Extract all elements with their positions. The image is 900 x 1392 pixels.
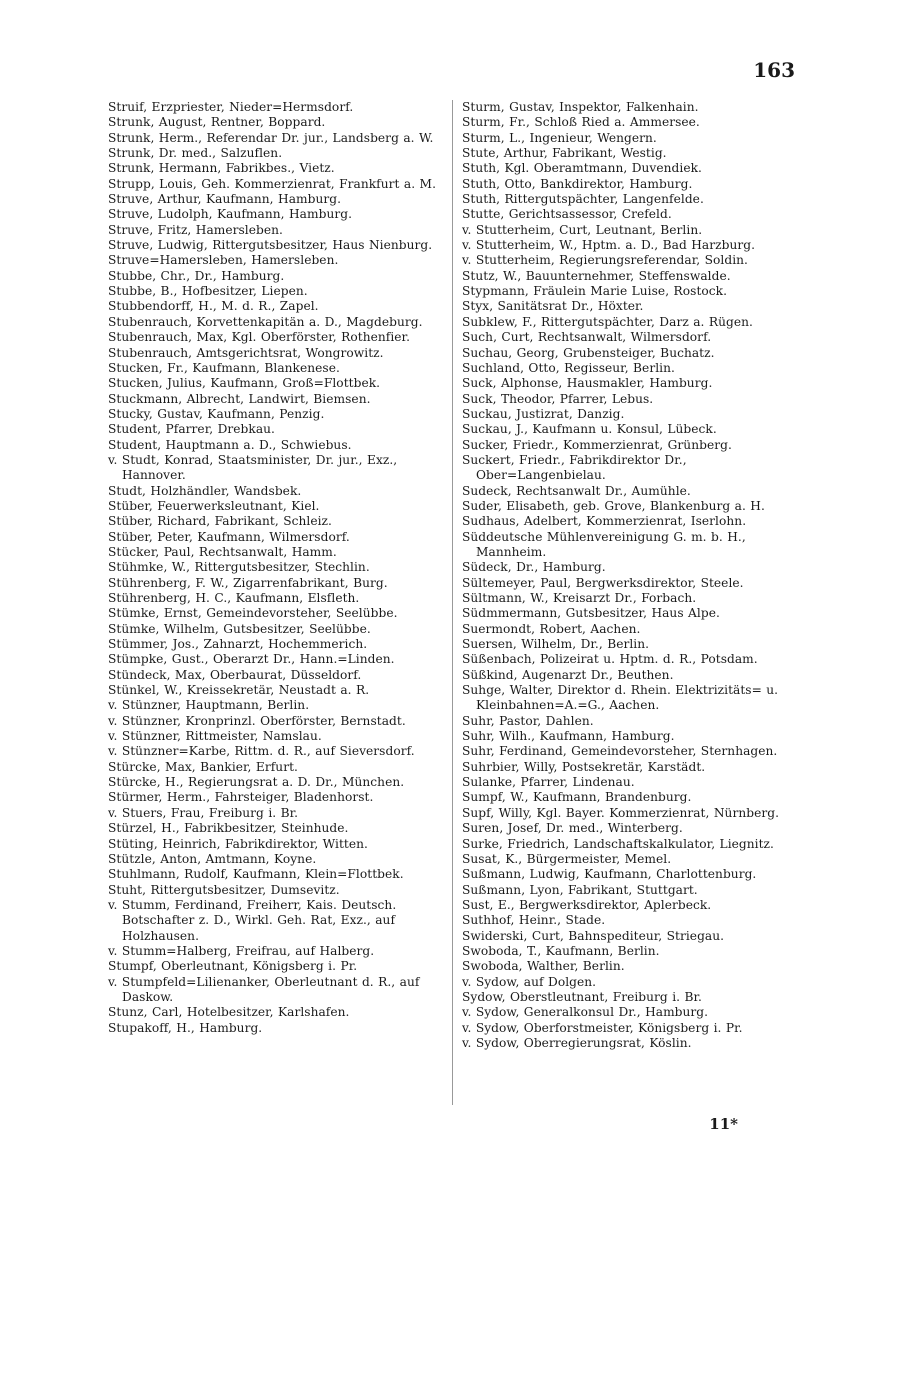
directory-entry: Stuth, Kgl. Oberamtmann, Duvendiek. xyxy=(462,161,702,176)
directory-entry: v. Stumm, Ferdinand, Freiherr, Kais. Deutsch. Botschafter z. D., Wirkl. Geh. Rat, Exz., auf Holzhausen. xyxy=(108,897,397,943)
directory-entry: v. Stuers, Frau, Freiburg i. Br. xyxy=(108,805,299,820)
directory-entry: Susat, K., Bürgermeister, Memel. xyxy=(462,851,672,866)
directory-entry: v. Stutterheim, W., Hptm. a. D., Bad Harzburg. xyxy=(462,238,755,253)
directory-entry: Struve, Ludwig, Rittergutsbesitzer, Haus Nienburg. xyxy=(108,238,433,253)
directory-entry: Suckau, Justizrat, Danzig. xyxy=(462,406,625,421)
directory-entry: Suckert, Friedr., Fabrikdirektor Dr., Ober=Langenbielau. xyxy=(462,452,687,483)
directory-entry: Swiderski, Curt, Bahnspediteur, Striegau. xyxy=(462,928,725,943)
directory-entry: Sturm, Gustav, Inspektor, Falkenhain. xyxy=(462,100,699,114)
directory-entry: Stümke, Ernst, Gemeindevorsteher, Seelübbe. xyxy=(108,606,398,621)
directory-entry: Such, Curt, Rechtsanwalt, Wilmersdorf. xyxy=(462,330,712,345)
directory-entry: Stündeck, Max, Oberbaurat, Düsseldorf. xyxy=(108,667,362,682)
directory-entry: v. Sydow, Oberforstmeister, Königsberg i. Pr. xyxy=(462,1020,743,1035)
directory-entry: Supf, Willy, Kgl. Bayer. Kommerzienrat, Nürnberg. xyxy=(462,805,779,820)
directory-entry: Süßenbach, Polizeirat u. Hptm. d. R., Potsdam. xyxy=(462,652,758,667)
directory-entry: Suhr, Pastor, Dahlen. xyxy=(462,713,594,728)
directory-entry: Sucker, Friedr., Kommerzienrat, Grünberg. xyxy=(462,437,732,452)
directory-entry: Stünkel, W., Kreissekretär, Neustadt a. R. xyxy=(108,683,370,698)
directory-entry: v. Sydow, Generalkonsul Dr., Hamburg. xyxy=(462,1005,709,1020)
directory-entry: Stunz, Carl, Hotelbesitzer, Karlshafen. xyxy=(108,1005,350,1020)
directory-entry: Stucky, Gustav, Kaufmann, Penzig. xyxy=(108,406,325,421)
directory-entry: Stypmann, Fräulein Marie Luise, Rostock. xyxy=(462,284,728,299)
directory-entry: Süddeutsche Mühlenvereinigung G. m. b. H., Mannheim. xyxy=(462,529,746,559)
directory-entry: Strunk, Herm., Referendar Dr. jur., Landsberg a. W. xyxy=(108,130,434,145)
directory-entry: v. Stumm=Halberg, Freifrau, auf Halberg. xyxy=(108,943,375,958)
directory-entry: Suck, Theodor, Pfarrer, Lebus. xyxy=(462,391,654,406)
directory-entry: Stubbe, Chr., Dr., Hamburg. xyxy=(108,268,285,283)
directory-entry: Suchau, Georg, Grubensteiger, Buchatz. xyxy=(462,345,715,360)
directory-entry: Stümke, Wilhelm, Gutsbesitzer, Seelübbe. xyxy=(108,621,371,636)
directory-entry: Swoboda, T., Kaufmann, Berlin. xyxy=(462,943,660,958)
directory-entry: Sturm, L., Ingenieur, Wengern. xyxy=(462,130,657,145)
directory-entry: v. Stünzner, Hauptmann, Berlin. xyxy=(108,698,310,713)
directory-entry: Suhge, Walter, Direktor d. Rhein. Elektrizitäts= u. Kleinbahnen=A.=G., Aachen. xyxy=(462,683,779,713)
directory-entry: Suchland, Otto, Regisseur, Berlin. xyxy=(462,360,675,375)
directory-entry: Stürmer, Herm., Fahrsteiger, Bladenhorst. xyxy=(108,790,374,805)
column-divider xyxy=(452,100,453,1105)
directory-entry: Suren, Josef, Dr. med., Winterberg. xyxy=(462,821,683,836)
directory-entry: Sust, E., Bergwerksdirektor, Aplerbeck. xyxy=(462,897,712,912)
directory-entry: Stubenrauch, Amtsgerichtsrat, Wongrowitz. xyxy=(108,345,384,360)
directory-entry: Sturm, Fr., Schloß Ried a. Ammersee. xyxy=(462,115,700,130)
directory-entry: Struve, Fritz, Hamersleben. xyxy=(108,222,283,237)
directory-entry: v. Stünzner=Karbe, Rittm. d. R., auf Sieversdorf. xyxy=(108,744,415,759)
directory-entry: v. Stumpfeld=Lilienanker, Oberleutnant d. R., auf Daskow. xyxy=(108,974,420,1004)
directory-entry: Studt, Holzhändler, Wandsbek. xyxy=(108,483,302,498)
directory-entry: Stühmke, W., Rittergutsbesitzer, Stechlin. xyxy=(108,560,370,575)
directory-entry: v. Stünzner, Kronprinzl. Oberförster, Bernstadt. xyxy=(108,713,406,728)
directory-entry: Sültmann, W., Kreisarzt Dr., Forbach. xyxy=(462,591,697,605)
directory-entry: Strunk, August, Rentner, Boppard. xyxy=(108,115,326,130)
directory-entry: Sulanke, Pfarrer, Lindenau. xyxy=(462,775,635,790)
directory-entry: Suhrbier, Willy, Postsekretär, Karstädt. xyxy=(462,759,706,774)
directory-entry: Styx, Sanitätsrat Dr., Höxter. xyxy=(462,299,644,314)
directory-entry: Stutte, Gerichtsassessor, Crefeld. xyxy=(462,207,672,222)
directory-entry: Stüber, Peter, Kaufmann, Wilmersdorf. xyxy=(108,529,350,544)
directory-entry: Strunk, Dr. med., Salzuflen. xyxy=(108,146,283,161)
directory-entry: Suthhof, Heinr., Stade. xyxy=(462,913,606,928)
directory-entry: Stützle, Anton, Amtmann, Koyne. xyxy=(108,851,317,866)
directory-entry: Student, Hauptmann a. D., Schwiebus. xyxy=(108,437,352,452)
directory-entry: Struve=Hamersleben, Hamersleben. xyxy=(108,253,339,268)
directory-entry: Struve, Ludolph, Kaufmann, Hamburg. xyxy=(108,207,353,222)
directory-entry: Stubbendorff, H., M. d. R., Zapel. xyxy=(108,299,319,314)
directory-entry: Sußmann, Ludwig, Kaufmann, Charlottenburg. xyxy=(462,867,757,882)
directory-entry: Suck, Alphonse, Hausmakler, Hamburg. xyxy=(462,376,713,391)
directory-entry: Stucken, Fr., Kaufmann, Blankenese. xyxy=(108,360,340,375)
directory-entry: Stürcke, H., Regierungsrat a. D. Dr., München. xyxy=(108,775,405,790)
directory-entry: v. Sydow, Oberregierungsrat, Köslin. xyxy=(462,1035,692,1050)
directory-entry: Stuckmann, Albrecht, Landwirt, Biemsen. xyxy=(108,391,371,406)
directory-entry: Stührenberg, F. W., Zigarrenfabrikant, Burg. xyxy=(108,575,388,590)
directory-entry: v. Sydow, auf Dolgen. xyxy=(462,974,597,989)
directory-entry: v. Stünzner, Rittmeister, Namslau. xyxy=(108,729,322,744)
directory-entry: Stupakoff, H., Hamburg. xyxy=(108,1020,263,1035)
directory-entry: Südeck, Dr., Hamburg. xyxy=(462,560,606,575)
directory-entry: v. Stutterheim, Regierungsreferendar, Soldin. xyxy=(462,253,748,268)
directory-entry: Stute, Arthur, Fabrikant, Westig. xyxy=(462,146,667,161)
directory-entry: Strunk, Hermann, Fabrikbes., Vietz. xyxy=(108,161,335,176)
directory-entry: Suder, Elisabeth, geb. Grove, Blankenburg a. H. xyxy=(462,498,765,513)
directory-entry: Swoboda, Walther, Berlin. xyxy=(462,959,625,974)
directory-entry: Stumpf, Oberleutnant, Königsberg i. Pr. xyxy=(108,959,358,974)
page-number: 163 xyxy=(753,58,795,82)
directory-entry: Stutz, W., Bauunternehmer, Steffenswalde. xyxy=(462,268,731,283)
directory-entry: Sußmann, Lyon, Fabrikant, Stuttgart. xyxy=(462,882,698,897)
directory-entry: Sydow, Oberstleutnant, Freiburg i. Br. xyxy=(462,989,702,1004)
directory-entry: Sudhaus, Adelbert, Kommerzienrat, Iserlohn. xyxy=(462,514,747,529)
right-column xyxy=(462,100,800,1051)
directory-entry: Strupp, Louis, Geh. Kommerzienrat, Frankfurt a. M. xyxy=(108,176,436,191)
directory-entry: Stürcke, Max, Bankier, Erfurt. xyxy=(108,759,298,774)
directory-entry: Stubenrauch, Korvettenkapitän a. D., Magdeburg. xyxy=(108,314,423,329)
directory-entry: Stuth, Rittergutspächter, Langenfelde. xyxy=(462,192,704,207)
directory-entry: Stümmer, Jos., Zahnarzt, Hochemmerich. xyxy=(108,637,368,652)
directory-entry: Suersen, Wilhelm, Dr., Berlin. xyxy=(462,637,650,652)
directory-entry: Subklew, F., Rittergutspächter, Darz a. Rügen. xyxy=(462,314,753,329)
directory-entry: Suhr, Ferdinand, Gemeindevorsteher, Sternhagen. xyxy=(462,744,778,759)
directory-entry: Stuht, Rittergutsbesitzer, Dumsevitz. xyxy=(108,882,340,897)
directory-entry: Stürzel, H., Fabrikbesitzer, Steinhude. xyxy=(108,821,349,836)
directory-entry: Stümpke, Gust., Oberarzt Dr., Hann.=Linden. xyxy=(108,652,395,667)
directory-entry: Stücker, Paul, Rechtsanwalt, Hamm. xyxy=(108,544,337,559)
directory-entry: Suhr, Wilh., Kaufmann, Hamburg. xyxy=(462,729,675,744)
directory-entry: Stucken, Julius, Kaufmann, Groß=Flottbek. xyxy=(108,376,381,391)
directory-entry: Sültemeyer, Paul, Bergwerksdirektor, Steele. xyxy=(462,575,744,590)
directory-entry: Stüber, Feuerwerksleutnant, Kiel. xyxy=(108,498,320,513)
directory-entry: Surke, Friedrich, Landschaftskalkulator, Liegnitz. xyxy=(462,836,774,851)
directory-entry: v. Studt, Konrad, Staatsminister, Dr. jur., Exz., Hannover. xyxy=(108,452,398,483)
directory-entry: Sudeck, Rechtsanwalt Dr., Aumühle. xyxy=(462,483,691,498)
directory-entry: Student, Pfarrer, Drebkau. xyxy=(108,422,275,437)
left-column xyxy=(108,100,446,1036)
directory-entry: Suckau, J., Kaufmann u. Konsul, Lübeck. xyxy=(462,422,717,437)
directory-entry: Südmmermann, Gutsbesitzer, Haus Alpe. xyxy=(462,606,720,621)
directory-entry: Struve, Arthur, Kaufmann, Hamburg. xyxy=(108,192,342,207)
directory-entry: Stubbe, B., Hofbesitzer, Liepen. xyxy=(108,284,308,299)
directory-entry: Stüting, Heinrich, Fabrikdirektor, Witten. xyxy=(108,836,368,851)
directory-entry: Stubenrauch, Max, Kgl. Oberförster, Rothenfier. xyxy=(108,330,411,345)
directory-entry: Stührenberg, H. C., Kaufmann, Elsfleth. xyxy=(108,591,360,605)
directory-entry: Süßkind, Augenarzt Dr., Beuthen. xyxy=(462,667,674,682)
directory-entry: Stuhlmann, Rudolf, Kaufmann, Klein=Flottbek. xyxy=(108,867,404,882)
directory-entry: Stüber, Richard, Fabrikant, Schleiz. xyxy=(108,514,332,529)
signature-mark: 11* xyxy=(709,1115,738,1133)
directory-entry: Struif, Erzpriester, Nieder=Hermsdorf. xyxy=(108,100,354,114)
directory-entry: Sumpf, W., Kaufmann, Brandenburg. xyxy=(462,790,692,805)
directory-entry: Suermondt, Robert, Aachen. xyxy=(462,621,641,636)
directory-entry: Stuth, Otto, Bankdirektor, Hamburg. xyxy=(462,176,693,191)
directory-entry: v. Stutterheim, Curt, Leutnant, Berlin. xyxy=(462,222,703,237)
